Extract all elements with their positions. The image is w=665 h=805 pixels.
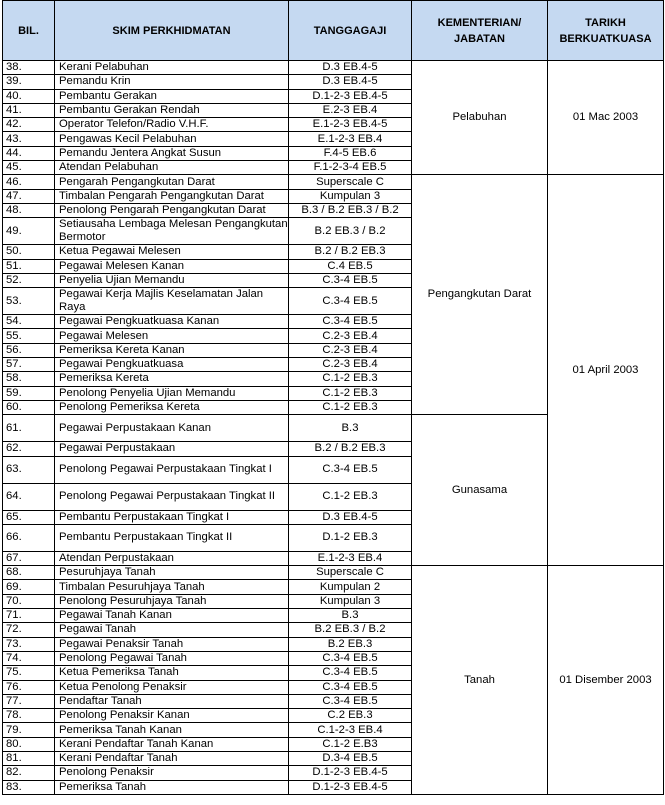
row-number: 81. xyxy=(3,751,55,765)
salary-grade: E.2-3 EB.4 xyxy=(289,103,412,117)
department-cell: Gunasama xyxy=(412,415,548,566)
salary-grade: C.2-3 EB.4 xyxy=(289,329,412,343)
salary-grade: C.3-4 EB.5 xyxy=(289,288,412,315)
row-number: 83. xyxy=(3,780,55,794)
row-number: 60. xyxy=(3,400,55,414)
salary-grade: C.3-4 EB.5 xyxy=(289,456,412,483)
col-header-skim: SKIM PERKHIDMATAN xyxy=(55,1,289,61)
scheme-name: Penyelia Ujian Memandu xyxy=(55,273,289,287)
salary-grade: C.3-4 EB.5 xyxy=(289,680,412,694)
scheme-name: Ketua Pemeriksa Tanah xyxy=(55,666,289,680)
salary-grade: C.2-3 EB.4 xyxy=(289,358,412,372)
salary-grade: D.1-2 EB.3 xyxy=(289,524,412,551)
row-number: 71. xyxy=(3,609,55,623)
salary-grade: B.3 xyxy=(289,415,412,442)
salary-grade: Superscale C xyxy=(289,566,412,580)
salary-grade: C.1-2 EB.3 xyxy=(289,372,412,386)
col-header-tanggagaji: TANGGAGAJI xyxy=(289,1,412,61)
scheme-name: Timbalan Pengarah Pengangkutan Darat xyxy=(55,189,289,203)
scheme-name: Pemeriksa Tanah Kanan xyxy=(55,723,289,737)
row-number: 58. xyxy=(3,372,55,386)
salary-grade: D.3 EB.4-5 xyxy=(289,510,412,524)
row-number: 63. xyxy=(3,456,55,483)
scheme-name: Kerani Pelabuhan xyxy=(55,61,289,75)
scheme-name: Setiausaha Lembaga Melesan Pengangkutan Bermotor xyxy=(55,218,289,245)
salary-grade: C.1-2-3 EB.4 xyxy=(289,723,412,737)
scheme-name: Pembantu Gerakan Rendah xyxy=(55,103,289,117)
col-header-kementerian: KEMENTERIAN/ JABATAN xyxy=(412,1,548,61)
scheme-name: Penolong Penyelia Ujian Memandu xyxy=(55,386,289,400)
row-number: 80. xyxy=(3,737,55,751)
salary-grade: E.1-2-3 EB.4-5 xyxy=(289,118,412,132)
scheme-name: Kerani Pendaftar Tanah Kanan xyxy=(55,737,289,751)
scheme-name: Pegawai Penaksir Tanah xyxy=(55,637,289,651)
table-row xyxy=(3,61,664,75)
salary-grade: C.1-2 EB.3 xyxy=(289,483,412,510)
salary-grade: B.2 / B.2 EB.3 xyxy=(289,442,412,456)
salary-grade: D.1-2-3 EB.4-5 xyxy=(289,89,412,103)
header-row xyxy=(3,1,664,61)
scheme-name: Atendan Perpustakaan xyxy=(55,551,289,565)
row-number: 74. xyxy=(3,651,55,665)
salary-grade: F.1-2-3-4 EB.5 xyxy=(289,161,412,175)
scheme-name: Pegawai Pengkuatkuasa xyxy=(55,358,289,372)
row-number: 51. xyxy=(3,259,55,273)
row-number: 59. xyxy=(3,386,55,400)
department-cell: Pengangkutan Darat xyxy=(412,175,548,415)
salary-grade: E.1-2-3 EB.4 xyxy=(289,132,412,146)
scheme-name: Pegawai Perpustakaan xyxy=(55,442,289,456)
salary-grade: C.1-2 EB.3 xyxy=(289,386,412,400)
scheme-name: Pegawai Perpustakaan Kanan xyxy=(55,415,289,442)
row-number: 57. xyxy=(3,358,55,372)
row-number: 56. xyxy=(3,343,55,357)
row-number: 64. xyxy=(3,483,55,510)
row-number: 50. xyxy=(3,245,55,259)
scheme-name: Pegawai Tanah Kanan xyxy=(55,609,289,623)
row-number: 69. xyxy=(3,580,55,594)
salary-grade: Kumpulan 3 xyxy=(289,594,412,608)
scheme-name: Pengawas Kecil Pelabuhan xyxy=(55,132,289,146)
row-number: 40. xyxy=(3,89,55,103)
department-cell: Tanah xyxy=(412,566,548,795)
table-row xyxy=(3,175,664,189)
salary-grade: D.3 EB.4-5 xyxy=(289,75,412,89)
scheme-name: Pesuruhjaya Tanah xyxy=(55,566,289,580)
salary-grade: Kumpulan 2 xyxy=(289,580,412,594)
salary-grade: D.1-2-3 EB.4-5 xyxy=(289,780,412,794)
salary-grade: B.2 EB.3 xyxy=(289,637,412,651)
salary-grade: C.3-4 EB.5 xyxy=(289,315,412,329)
salary-grade: C.2-3 EB.4 xyxy=(289,343,412,357)
salary-grade: Superscale C xyxy=(289,175,412,189)
scheme-name: Ketua Pegawai Melesen xyxy=(55,245,289,259)
table-row xyxy=(3,566,664,580)
salary-grade: B.2 / B.2 EB.3 xyxy=(289,245,412,259)
scheme-name: Pemandu Jentera Angkat Susun xyxy=(55,146,289,160)
row-number: 49. xyxy=(3,218,55,245)
scheme-name: Pegawai Tanah xyxy=(55,623,289,637)
row-number: 61. xyxy=(3,415,55,442)
row-number: 67. xyxy=(3,551,55,565)
scheme-name: Pembantu Perpustakaan Tingkat II xyxy=(55,524,289,551)
salary-grade: C.1-2 E.B3 xyxy=(289,737,412,751)
row-number: 76. xyxy=(3,680,55,694)
salary-grade: C.3-4 EB.5 xyxy=(289,694,412,708)
salary-grade: C.1-2 EB.3 xyxy=(289,400,412,414)
row-number: 55. xyxy=(3,329,55,343)
scheme-name: Penolong Pengarah Pengangkutan Darat xyxy=(55,203,289,217)
salary-grade: D.3 EB.4-5 xyxy=(289,61,412,75)
row-number: 65. xyxy=(3,510,55,524)
row-number: 70. xyxy=(3,594,55,608)
row-number: 43. xyxy=(3,132,55,146)
row-number: 78. xyxy=(3,709,55,723)
scheme-name: Kerani Pendaftar Tanah xyxy=(55,751,289,765)
scheme-table xyxy=(2,0,664,795)
scheme-name: Pengarah Pengangkutan Darat xyxy=(55,175,289,189)
row-number: 66. xyxy=(3,524,55,551)
scheme-name: Penolong Pegawai Perpustakaan Tingkat II xyxy=(55,483,289,510)
row-number: 48. xyxy=(3,203,55,217)
row-number: 44. xyxy=(3,146,55,160)
scheme-name: Pembantu Gerakan xyxy=(55,89,289,103)
row-number: 62. xyxy=(3,442,55,456)
salary-grade: B.2 EB.3 / B.2 xyxy=(289,623,412,637)
effective-date-cell: 01 Disember 2003 xyxy=(548,566,664,795)
scheme-name: Penolong Penaksir xyxy=(55,766,289,780)
row-number: 52. xyxy=(3,273,55,287)
col-header-tarikh: TARIKH BERKUATKUASA xyxy=(548,1,664,61)
scheme-name: Pegawai Kerja Majlis Keselamatan Jalan Raya xyxy=(55,288,289,315)
scheme-name: Pemeriksa Tanah xyxy=(55,780,289,794)
salary-grade: Kumpulan 3 xyxy=(289,189,412,203)
row-number: 45. xyxy=(3,161,55,175)
scheme-name: Penolong Pemeriksa Kereta xyxy=(55,400,289,414)
salary-grade: C.3-4 EB.5 xyxy=(289,651,412,665)
row-number: 47. xyxy=(3,189,55,203)
row-number: 82. xyxy=(3,766,55,780)
salary-grade: C.2 EB.3 xyxy=(289,709,412,723)
salary-grade: C.3-4 EB.5 xyxy=(289,273,412,287)
salary-grade: D.1-2-3 EB.4-5 xyxy=(289,766,412,780)
scheme-name: Timbalan Pesuruhjaya Tanah xyxy=(55,580,289,594)
salary-grade: C.4 EB.5 xyxy=(289,259,412,273)
scheme-name: Atendan Pelabuhan xyxy=(55,161,289,175)
scheme-name: Pegawai Pengkuatkuasa Kanan xyxy=(55,315,289,329)
row-number: 68. xyxy=(3,566,55,580)
row-number: 42. xyxy=(3,118,55,132)
salary-grade: D.3-4 EB.5 xyxy=(289,751,412,765)
scheme-name: Ketua Penolong Penaksir xyxy=(55,680,289,694)
row-number: 72. xyxy=(3,623,55,637)
effective-date-cell: 01 Mac 2003 xyxy=(548,61,664,175)
row-number: 39. xyxy=(3,75,55,89)
scheme-name: Penolong Penaksir Kanan xyxy=(55,709,289,723)
salary-grade: B.2 EB.3 / B.2 xyxy=(289,218,412,245)
scheme-name: Pegawai Melesen Kanan xyxy=(55,259,289,273)
table-body xyxy=(3,61,664,795)
col-header-bil: BIL. xyxy=(3,1,55,61)
scheme-name: Operator Telefon/Radio V.H.F. xyxy=(55,118,289,132)
row-number: 79. xyxy=(3,723,55,737)
scheme-name: Pegawai Melesen xyxy=(55,329,289,343)
salary-grade: C.3-4 EB.5 xyxy=(289,666,412,680)
scheme-name: Pemeriksa Kereta xyxy=(55,372,289,386)
salary-grade: F.4-5 EB.6 xyxy=(289,146,412,160)
salary-grade: E.1-2-3 EB.4 xyxy=(289,551,412,565)
scheme-name: Pendaftar Tanah xyxy=(55,694,289,708)
row-number: 77. xyxy=(3,694,55,708)
salary-grade: B.3 / B.2 EB.3 / B.2 xyxy=(289,203,412,217)
scheme-name: Pembantu Perpustakaan Tingkat I xyxy=(55,510,289,524)
department-cell: Pelabuhan xyxy=(412,61,548,175)
row-number: 38. xyxy=(3,61,55,75)
scheme-name: Penolong Pegawai Perpustakaan Tingkat I xyxy=(55,456,289,483)
scheme-name: Pemandu Krin xyxy=(55,75,289,89)
scheme-name: Pemeriksa Kereta Kanan xyxy=(55,343,289,357)
scheme-name: Penolong Pegawai Tanah xyxy=(55,651,289,665)
row-number: 54. xyxy=(3,315,55,329)
scheme-name: Penolong Pesuruhjaya Tanah xyxy=(55,594,289,608)
row-number: 53. xyxy=(3,288,55,315)
row-number: 46. xyxy=(3,175,55,189)
row-number: 41. xyxy=(3,103,55,117)
effective-date-cell: 01 April 2003 xyxy=(548,175,664,566)
row-number: 73. xyxy=(3,637,55,651)
salary-grade: B.3 xyxy=(289,609,412,623)
row-number: 75. xyxy=(3,666,55,680)
